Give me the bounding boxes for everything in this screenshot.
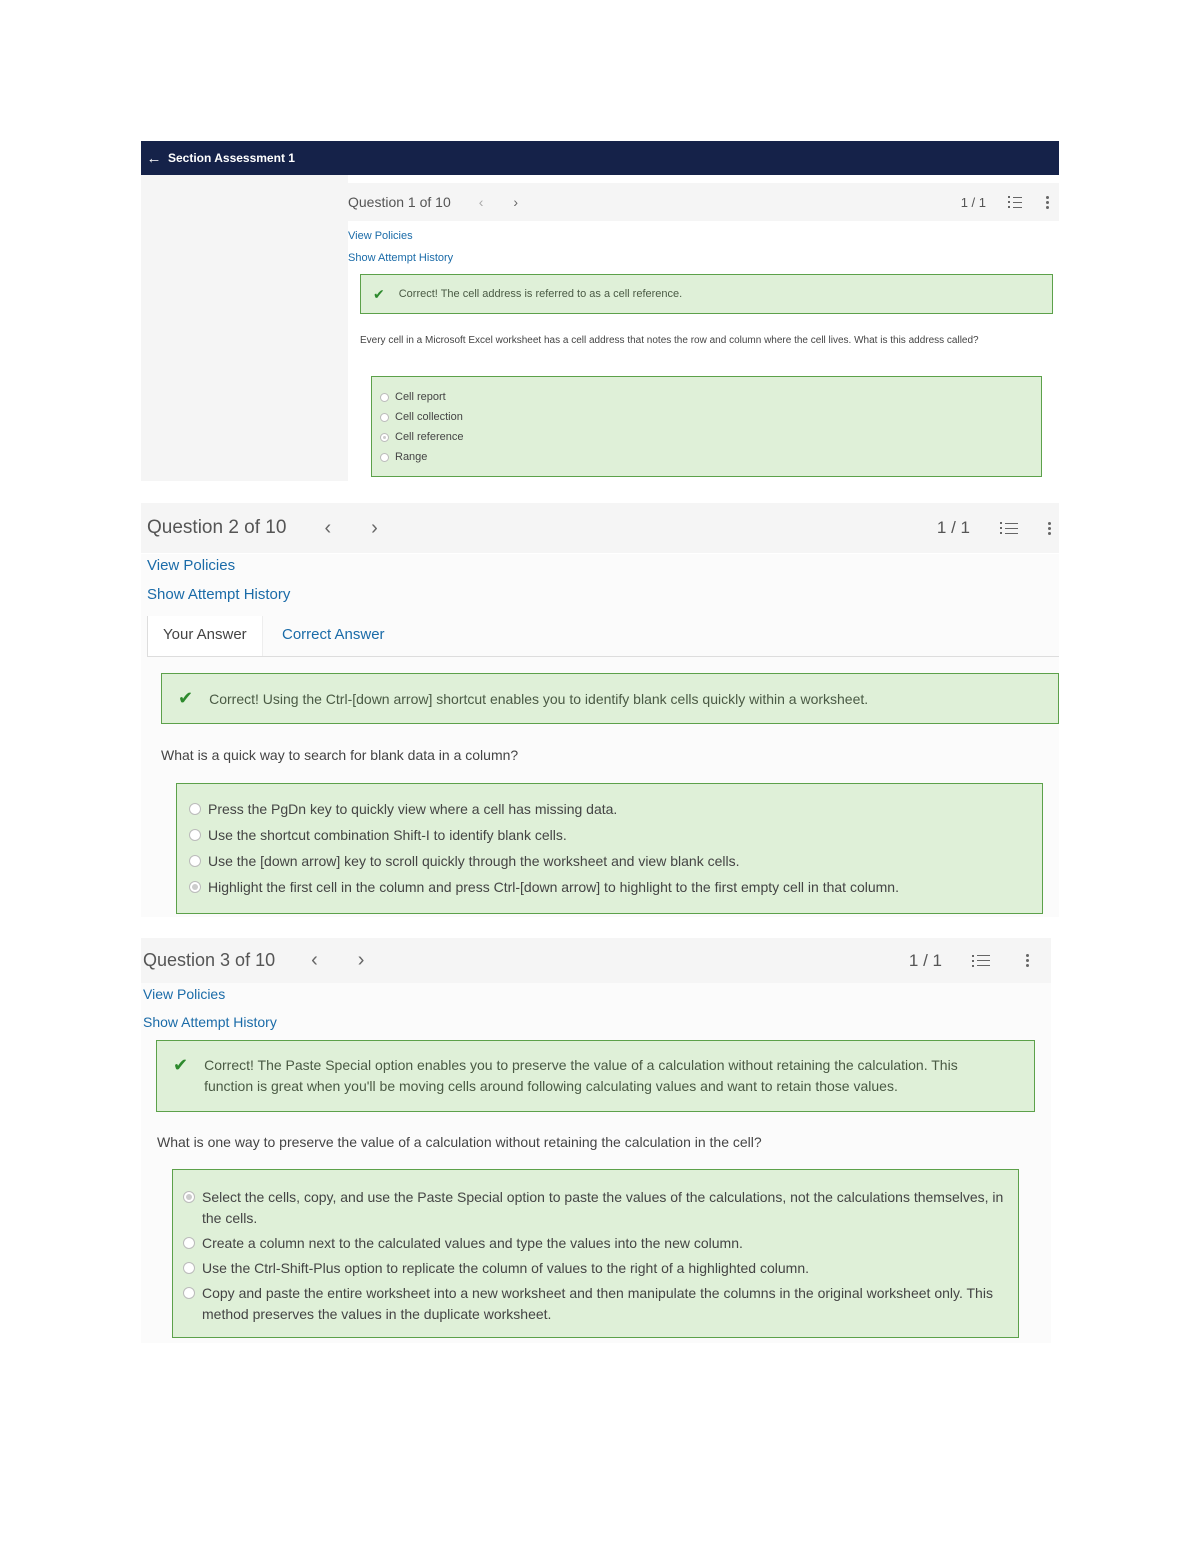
numbered-list-icon[interactable] <box>1008 196 1022 208</box>
assessment-title: Section Assessment 1 <box>168 151 295 165</box>
radio-button[interactable] <box>183 1262 195 1274</box>
feedback-text-3: Correct! The Paste Special option enables you to preserve the value of a calculation without retaining the calculation. This function is great when you'll be moving cells around following calculating values and want to retain those values. <box>204 1057 958 1094</box>
question-3-prompt: What is one way to preserve the value of a calculation without retaining the calculation in the cell? <box>157 1134 762 1150</box>
chevron-right-icon[interactable]: › <box>357 949 365 971</box>
checkmark-icon: ✔ <box>173 1055 189 1075</box>
question-1-prompt: Every cell in a Microsoft Excel worksheet has a cell address that notes the row and column where the cell lives. What is this address called? <box>360 335 979 346</box>
option-q1-d[interactable]: Range <box>380 451 1041 471</box>
options-box-3 <box>172 1169 1019 1338</box>
view-policies-link-3[interactable]: View Policies <box>143 986 226 1002</box>
feedback-box-2 <box>161 673 1059 724</box>
radio-button[interactable] <box>380 413 389 422</box>
radio-button[interactable] <box>189 829 201 841</box>
question-2-prompt: What is a quick way to search for blank data in a column? <box>161 747 519 763</box>
show-attempt-history-link-2[interactable]: Show Attempt History <box>147 586 291 603</box>
option-q2-b[interactable]: Use the shortcut combination Shift-I to identify blank cells. <box>189 827 1042 853</box>
checkmark-icon: ✔ <box>373 285 385 302</box>
view-policies-link-2[interactable]: View Policies <box>147 557 236 574</box>
question-2-score: 1 / 1 <box>936 518 970 537</box>
question-3-label: Question 3 of 10 <box>143 950 276 970</box>
radio-button[interactable] <box>380 393 389 402</box>
numbered-list-icon[interactable] <box>972 955 990 967</box>
radio-button[interactable] <box>183 1287 195 1299</box>
option-q1-c[interactable]: Cell reference <box>380 431 1041 451</box>
more-vertical-icon[interactable] <box>1026 954 1029 967</box>
option-q1-b[interactable]: Cell collection <box>380 411 1041 431</box>
radio-button-selected[interactable] <box>380 433 389 442</box>
option-q2-c[interactable]: Use the [down arrow] key to scroll quickly through the worksheet and view blank cells. <box>189 853 1042 879</box>
more-vertical-icon[interactable] <box>1048 522 1051 535</box>
option-q2-d[interactable]: Highlight the first cell in the column and press Ctrl-[down arrow] to highlight to the first empty cell in that column. <box>189 879 1042 905</box>
arrow-left-icon[interactable]: ← <box>146 149 162 167</box>
chevron-left-icon[interactable]: ‹ <box>478 194 484 210</box>
feedback-box-1 <box>360 274 1053 314</box>
options-box-2 <box>176 783 1043 914</box>
option-q3-b[interactable]: Create a column next to the calculated values and type the values into the new column. <box>183 1233 1008 1254</box>
chevron-left-icon[interactable]: ‹ <box>324 516 332 539</box>
question-3-bar <box>141 938 1051 983</box>
feedback-text-2: Correct! Using the Ctrl-[down arrow] shortcut enables you to identify blank cells quickly within a worksheet. <box>209 690 869 707</box>
more-vertical-icon[interactable] <box>1046 196 1049 209</box>
numbered-list-icon[interactable] <box>1000 522 1018 534</box>
tab-your-answer[interactable]: Your Answer <box>147 616 263 656</box>
question-1-bar <box>348 183 1059 221</box>
checkmark-icon: ✔ <box>178 688 194 708</box>
show-attempt-history-link-3[interactable]: Show Attempt History <box>143 1014 277 1030</box>
feedback-box-3 <box>156 1040 1035 1112</box>
radio-button[interactable] <box>380 453 389 462</box>
radio-button-selected[interactable] <box>183 1191 195 1203</box>
question-1-label: Question 1 of 10 <box>348 194 451 210</box>
radio-button-selected[interactable] <box>189 881 201 893</box>
option-q3-d[interactable]: Copy and paste the entire worksheet into a new worksheet and then manipulate the columns in the original worksheet only. This method preserves the values in the duplicate worksheet. <box>183 1283 1008 1325</box>
radio-button[interactable] <box>189 803 201 815</box>
left-panel <box>141 175 348 481</box>
feedback-text-1: Correct! The cell address is referred to as a cell reference. <box>398 288 683 300</box>
options-box-1 <box>371 376 1042 477</box>
question-3-score: 1 / 1 <box>908 950 942 970</box>
question-2-bar <box>141 503 1059 553</box>
option-q1-a[interactable]: Cell report <box>380 391 1041 411</box>
radio-button[interactable] <box>189 855 201 867</box>
chevron-right-icon[interactable]: › <box>513 194 519 210</box>
option-q2-a[interactable]: Press the PgDn key to quickly view where a cell has missing data. <box>189 801 1042 827</box>
show-attempt-history-link-1[interactable]: Show Attempt History <box>348 252 454 264</box>
chevron-left-icon[interactable]: ‹ <box>311 949 318 971</box>
answer-tabs <box>147 616 1059 657</box>
tab-correct-answer[interactable]: Correct Answer <box>282 626 385 643</box>
chevron-right-icon[interactable]: › <box>371 516 378 539</box>
option-q3-a[interactable]: Select the cells, copy, and use the Paste Special option to paste the values of the calculations, not the calculations themselves, in the cells. <box>183 1187 1008 1229</box>
radio-button[interactable] <box>183 1237 195 1249</box>
option-q3-c[interactable]: Use the Ctrl-Shift-Plus option to replicate the column of values to the right of a highlighted column. <box>183 1258 1008 1279</box>
question-2-label: Question 2 of 10 <box>147 517 287 538</box>
view-policies-link-1[interactable]: View Policies <box>348 230 413 242</box>
question-1-score: 1 / 1 <box>960 194 986 210</box>
assessment-header <box>141 141 1059 175</box>
